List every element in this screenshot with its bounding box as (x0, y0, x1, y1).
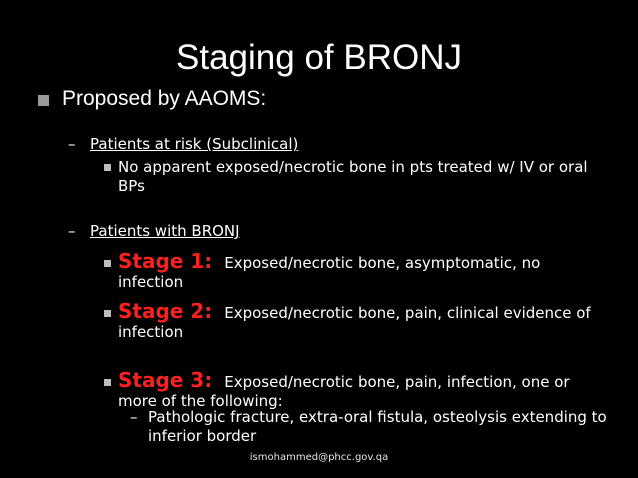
group-heading-text: Patients at risk (Subclinical) (90, 135, 299, 153)
square-bullet-icon (38, 95, 49, 106)
stage-3-subitem-text: Pathologic fracture, extra-oral fistula, osteolysis extending to inferior border (148, 408, 607, 445)
square-bullet-icon (104, 379, 111, 386)
main-bullet-text: Proposed by AAOMS: (62, 87, 267, 110)
slide-title: Staging of BRONJ (176, 38, 462, 77)
stage-text: Exposed/necrotic bone, pain, infection, one or more of the following: (118, 373, 570, 410)
stage-text: Exposed/necrotic bone, pain, clinical evidence of infection (118, 304, 591, 341)
stage-text: Exposed/necrotic bone, asymptomatic, no infection (118, 254, 541, 291)
dash-icon: – (68, 135, 76, 153)
stage-label: Stage 2: (118, 299, 213, 323)
dash-icon: – (130, 408, 138, 426)
square-bullet-icon (104, 164, 111, 171)
group-heading-text: Patients with BRONJ (90, 222, 240, 240)
square-bullet-icon (104, 310, 111, 317)
stage-label: Stage 3: (118, 368, 213, 392)
stage-label: Stage 1: (118, 249, 213, 273)
square-bullet-icon (104, 260, 111, 267)
footer-email: ismohammed@phcc.gov.qa (249, 452, 389, 463)
dash-icon: – (68, 222, 76, 240)
list-item-text: No apparent exposed/necrotic bone in pts treated w/ IV or oral BPs (118, 158, 588, 195)
